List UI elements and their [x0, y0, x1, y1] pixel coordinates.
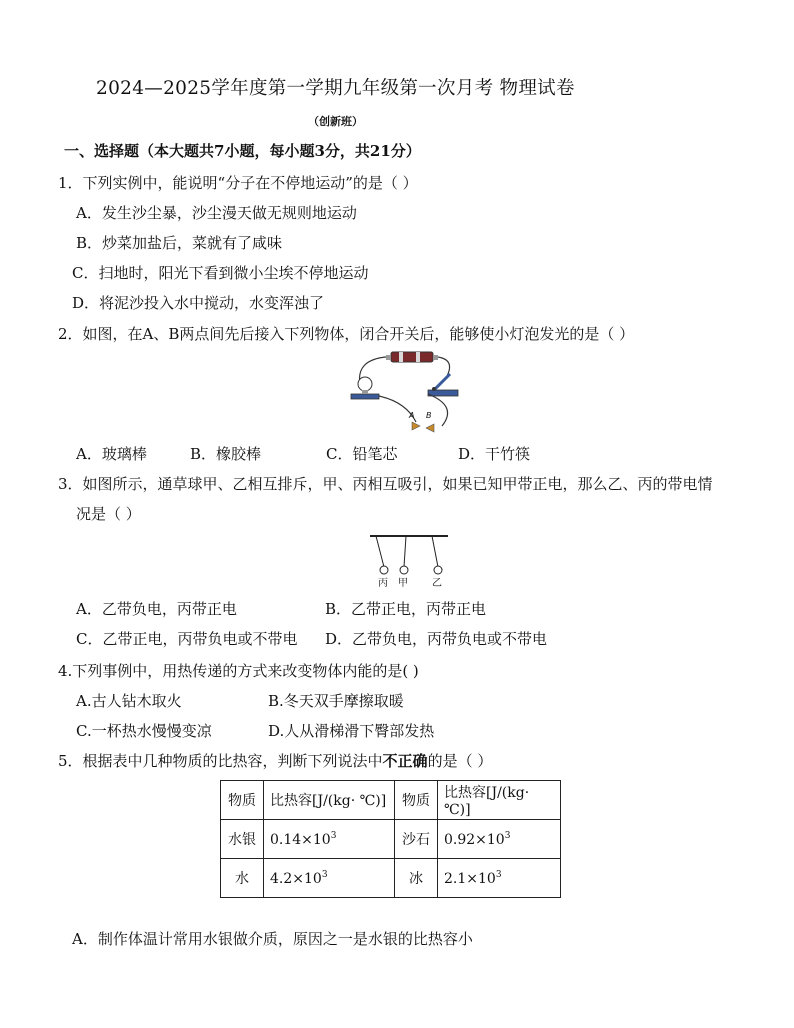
- table-row: [221, 820, 561, 859]
- clip-a-icon: [412, 422, 420, 430]
- table-cell: $4.2\times 10^3$: [264, 859, 395, 898]
- table-cell: 水: [221, 859, 264, 898]
- q4-option-b: B.冬天双手摩擦取暖: [268, 692, 404, 710]
- label-b: B: [426, 411, 432, 420]
- switch-icon: [428, 374, 458, 396]
- q5-stem: [58, 750, 492, 771]
- exam-title: 2024—2025学年度第一学期九年级第一次月考 物理试卷: [96, 78, 575, 99]
- q3-stem-line1: 3．如图所示，通草球甲、乙相互排斥，甲、丙相互吸引，如果已知甲带正电，那么乙、丙的带电情: [58, 475, 713, 493]
- battery-icon: [386, 352, 438, 362]
- table-header-cell: 物质: [221, 781, 264, 820]
- q4-option-a: A.古人钻木取火: [76, 692, 182, 710]
- q1-option-d: D．将泥沙投入水中搅动，水变浑浊了: [72, 294, 325, 312]
- q4-stem: 4.下列事例中，用热传递的方式来改变物体内能的是( ): [58, 662, 419, 680]
- table-header-cell: 物质: [395, 781, 438, 820]
- q4-option-c: C.一杯热水慢慢变凉: [76, 722, 212, 740]
- table-row: [221, 859, 561, 898]
- q1-option-a: A．发生沙尘暴，沙尘漫天做无规则地运动: [76, 204, 357, 222]
- q2-option-c: C．铅笔芯: [326, 445, 398, 463]
- q2-stem: 2．如图，在A、B两点间先后接入下列物体，闭合开关后，能够使小灯泡发光的是（ ）: [58, 325, 635, 343]
- circuit-diagram: [346, 346, 466, 436]
- ball-bing-icon: [380, 566, 388, 574]
- specific-heat-table: [220, 780, 561, 898]
- section-heading: 一、选择题（本大题共7小题，每小题3分，共21分）: [64, 142, 421, 160]
- ball-jia-icon: [400, 566, 408, 574]
- ball-label-bing: 丙: [378, 578, 388, 589]
- q4-option-d: D.人从滑梯滑下臀部发热: [268, 722, 435, 740]
- q3-option-a: A．乙带负电，丙带正电: [76, 600, 237, 618]
- table-cell: $0.14\times 10^3$: [264, 820, 395, 859]
- q3-option-c: C．乙带正电，丙带负电或不带电: [76, 630, 298, 648]
- clip-b-icon: [426, 424, 434, 432]
- table-cell: 沙石: [395, 820, 438, 859]
- q5-stem-post: 的是（ ）: [427, 752, 493, 770]
- table-header-cell: 比热容[J/(kg· ℃)]: [438, 781, 561, 820]
- table-header-cell: 比热容[J/(kg· ℃)]: [264, 781, 395, 820]
- pith-balls-diagram: [368, 532, 450, 592]
- q1-option-c: C．扫地时，阳光下看到微小尘埃不停地运动: [72, 264, 369, 282]
- q2-option-a: A．玻璃棒: [76, 445, 147, 463]
- ball-yi-icon: [434, 566, 442, 574]
- q3-stem-line2: 况是（ ）: [76, 505, 141, 523]
- q5-option-a: A．制作体温计常用水银做介质，原因之一是水银的比热容小: [72, 930, 473, 948]
- q3-option-d: D．乙带负电，丙带负电或不带电: [325, 630, 548, 648]
- ball-label-yi: 乙: [432, 578, 442, 589]
- bulb-icon: [351, 377, 379, 399]
- q1-option-b: B．炒菜加盐后，菜就有了咸味: [76, 234, 283, 252]
- table-header-row: [221, 781, 561, 820]
- q2-option-b: B．橡胶棒: [190, 445, 262, 463]
- table-cell: $2.1\times 10^3$: [438, 859, 561, 898]
- exam-subtitle: （创新班）: [308, 115, 363, 128]
- table-cell: $0.92\times 10^3$: [438, 820, 561, 859]
- table-cell: 冰: [395, 859, 438, 898]
- q5-stem-emphasis: 不正确: [382, 752, 428, 770]
- ball-label-jia: 甲: [398, 578, 408, 589]
- q3-option-b: B．乙带正电，丙带正电: [325, 600, 487, 618]
- q2-option-d: D．干竹筷: [458, 445, 531, 463]
- q5-stem-pre: 5．根据表中几种物质的比热容，判断下列说法中: [58, 752, 383, 770]
- label-a: A: [409, 411, 415, 420]
- table-cell: 水银: [221, 820, 264, 859]
- q1-stem: 1．下列实例中，能说明“分子在不停地运动”的是（ ）: [58, 174, 418, 192]
